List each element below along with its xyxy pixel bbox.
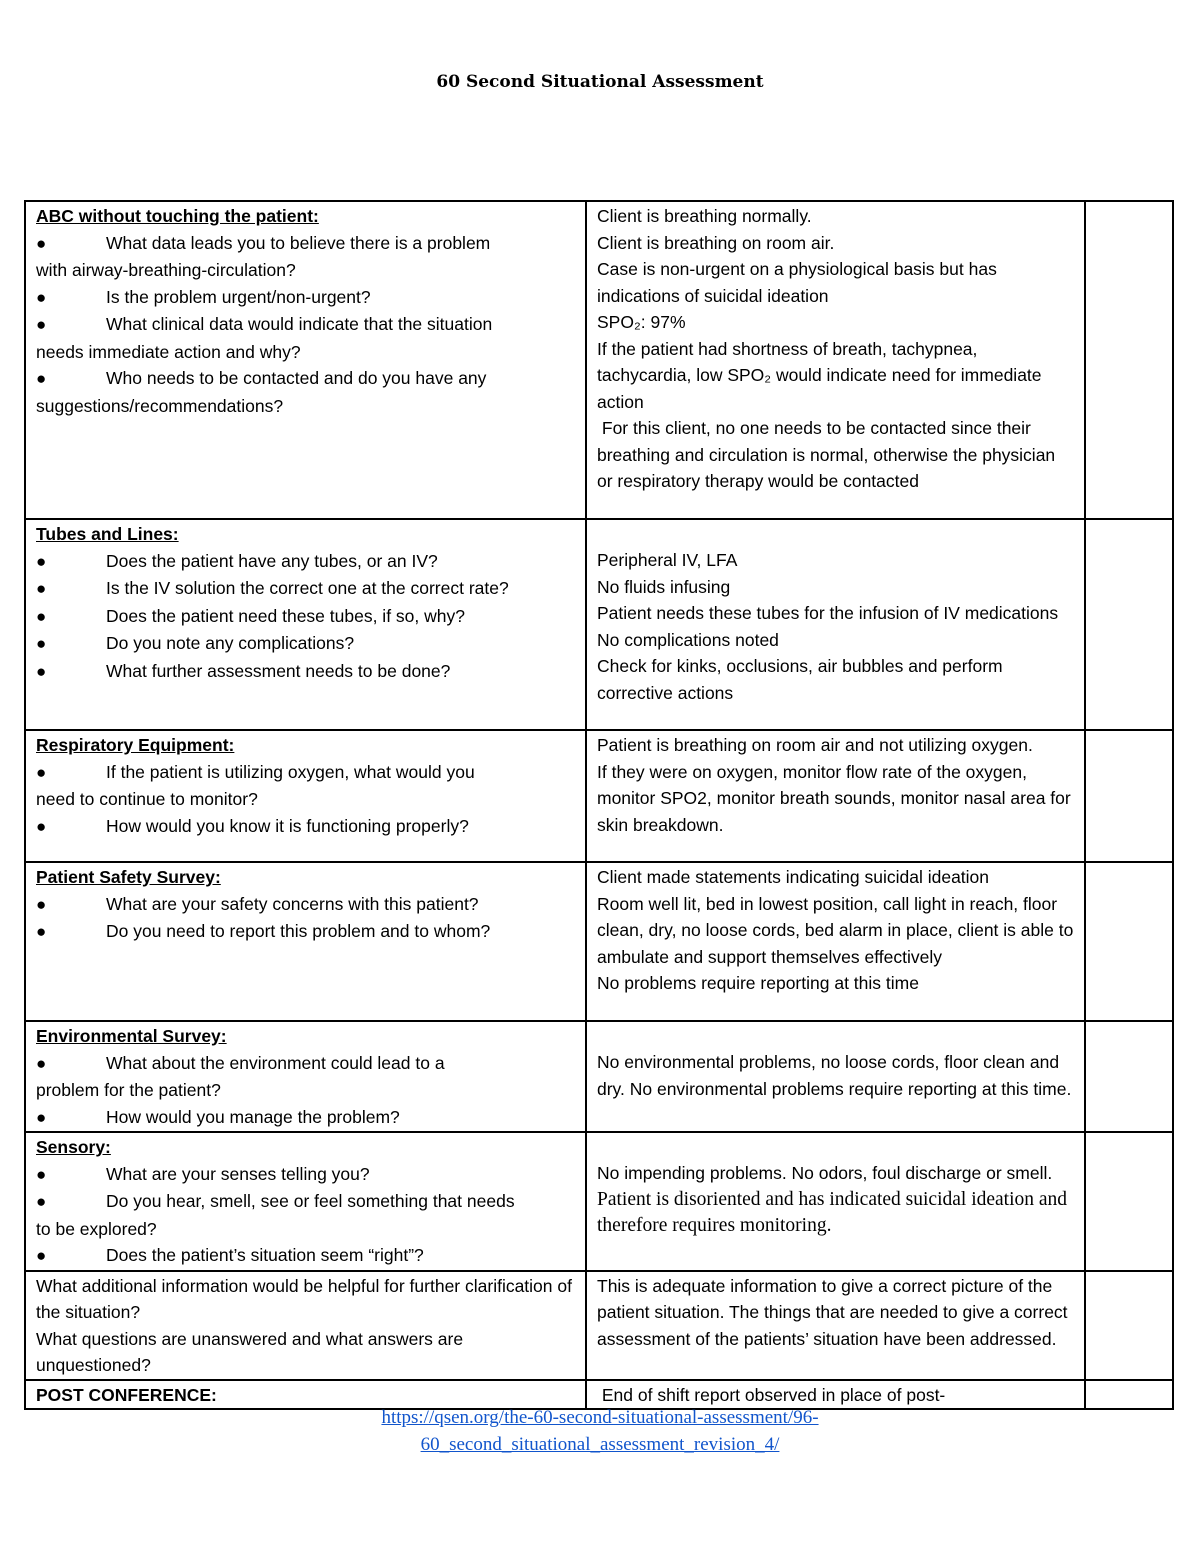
bullet-icon: ● bbox=[36, 369, 47, 388]
answer-cell bbox=[586, 1271, 1085, 1380]
answer-line: Patient is breathing on room air and not utilizing oxygen. bbox=[597, 735, 1033, 755]
list-item: ● If the patient is utilizing oxygen, what would you bbox=[36, 759, 575, 787]
list-item: ● Does the patient need these tubes, if so, why? bbox=[36, 603, 575, 631]
answer-line: No problems require reporting at this time bbox=[597, 973, 919, 993]
section-heading: Patient Safety Survey: bbox=[36, 867, 221, 887]
table-row bbox=[25, 730, 1173, 862]
list-item: ● Is the IV solution the correct one at the correct rate? bbox=[36, 575, 575, 603]
check-cell bbox=[1085, 730, 1173, 862]
list-item: suggestions/recommendations? bbox=[36, 395, 284, 416]
table-row bbox=[25, 1132, 1173, 1271]
list-item: ● Do you note any complications? bbox=[36, 630, 575, 658]
check-cell bbox=[1085, 1132, 1173, 1271]
bullet-icon: ● bbox=[36, 1107, 47, 1127]
answer-cell bbox=[586, 1132, 1085, 1271]
question-cell bbox=[25, 1271, 586, 1380]
answer-line: Client made statements indicating suicidal ideation bbox=[597, 867, 990, 887]
bullet-icon: ● bbox=[36, 634, 47, 653]
check-cell bbox=[1085, 519, 1173, 730]
question-line: What questions are unanswered and what answers are unquestioned? bbox=[36, 1328, 464, 1375]
answer-line: Patient is disoriented and has indicated suicidal ideation and therefore requires monitoring. bbox=[597, 1188, 1068, 1236]
answer-line: Peripheral IV, LFA bbox=[597, 550, 738, 570]
answer-line: If they were on oxygen, monitor flow rate of the oxygen, monitor SPO2, monitor breath sounds, monitor nasal area for skin breakdown. bbox=[597, 761, 1071, 835]
bullet-icon: ● bbox=[36, 287, 47, 307]
list-item: ● What data leads you to believe there is a problem bbox=[36, 230, 575, 258]
list-item: ● Do you need to report this problem and to whom? bbox=[36, 918, 575, 946]
answer-line: No fluids infusing bbox=[597, 576, 731, 597]
check-cell bbox=[1085, 1271, 1173, 1380]
list-item: ● What are your safety concerns with this patient? bbox=[36, 891, 575, 919]
bullet-icon: ● bbox=[36, 315, 47, 334]
answer-line: Room well lit, bed in lowest position, call light in reach, floor clean, dry, no loose cords, bed alarm in place, client is able to ambulate and support themselves effectively bbox=[597, 893, 1074, 967]
bullet-icon: ● bbox=[36, 661, 47, 681]
source-link-line[interactable]: https://qsen.org/the-60-second-situational-assessment/96- bbox=[381, 1407, 819, 1428]
question-cell bbox=[25, 1132, 586, 1271]
list-item: ● Do you hear, smell, see or feel something that needs bbox=[36, 1188, 575, 1216]
list-item: to be explored? bbox=[36, 1218, 157, 1239]
question-line: What additional information would be helpful for further clarification of the situation? bbox=[36, 1275, 572, 1322]
check-cell bbox=[1085, 1021, 1173, 1132]
list-item: need to continue to monitor? bbox=[36, 789, 258, 809]
list-item: ● What clinical data would indicate that the situation bbox=[36, 311, 575, 339]
section-heading: Respiratory Equipment: bbox=[36, 735, 235, 755]
list-item: needs immediate action and why? bbox=[36, 341, 301, 362]
table-row bbox=[25, 862, 1173, 1021]
bullet-icon: ● bbox=[36, 551, 47, 571]
answer-line: SPO₂: 97% bbox=[597, 312, 686, 332]
bullet-icon: ● bbox=[36, 606, 47, 626]
source-link-line[interactable]: 60_second_situational_assessment_revision_4/ bbox=[420, 1434, 780, 1455]
list-item: ● Who needs to be contacted and do you have any bbox=[36, 365, 575, 393]
list-item: ● Is the problem urgent/non-urgent? bbox=[36, 284, 575, 312]
bullet-icon: ● bbox=[36, 922, 47, 941]
bullet-icon: ● bbox=[36, 1192, 47, 1211]
answer-line: No environmental problems, no loose cords, floor clean and dry. No environmental problems require reporting at this time. bbox=[597, 1052, 1072, 1099]
bullet-icon: ● bbox=[36, 1053, 47, 1073]
list-item: ● How would you know it is functioning properly? bbox=[36, 813, 575, 841]
list-item: ● Does the patient’s situation seem “right”? bbox=[36, 1242, 575, 1270]
list-item: ● How would you manage the problem? bbox=[36, 1104, 575, 1132]
answer-line: Client is breathing on room air. bbox=[597, 232, 835, 253]
answer-line: No impending problems. No odors, foul discharge or smell. bbox=[597, 1163, 1053, 1183]
table-row bbox=[25, 201, 1173, 519]
answer-cell bbox=[586, 862, 1085, 1021]
answer-line: No complications noted bbox=[597, 629, 779, 650]
answer-line: For this client, no one needs to be contacted since their breathing and circulation is normal, otherwise the physician or respiratory therapy would be contacted bbox=[597, 418, 1061, 491]
answer-line: Case is non-urgent on a physiological basis but has indications of suicidal ideation bbox=[597, 259, 997, 306]
answer-cell bbox=[586, 730, 1085, 862]
section-heading: Tubes and Lines: bbox=[36, 524, 179, 544]
section-heading: POST CONFERENCE: bbox=[36, 1384, 217, 1405]
bullet-icon: ● bbox=[36, 579, 47, 598]
source-link[interactable] bbox=[0, 1404, 1200, 1458]
list-item: ● What further assessment needs to be done? bbox=[36, 658, 575, 686]
list-item: ● What are your senses telling you? bbox=[36, 1161, 575, 1189]
question-cell bbox=[25, 519, 586, 730]
bullet-icon: ● bbox=[36, 1246, 47, 1265]
check-cell bbox=[1085, 201, 1173, 519]
answer-line: Check for kinks, occlusions, air bubbles and perform corrective actions bbox=[597, 656, 1003, 703]
answer-line: This is adequate information to give a correct picture of the patient situation. The things that are needed to give a correct assessment of the patients’ situation have been addressed. bbox=[597, 1275, 1068, 1349]
table-row bbox=[25, 1021, 1173, 1132]
answer-cell bbox=[586, 1021, 1085, 1132]
answer-line: If the patient had shortness of breath, tachypnea, tachycardia, low SPO₂ would indicate need for immediate action bbox=[597, 338, 1042, 412]
assessment-table bbox=[24, 200, 1174, 1410]
question-cell bbox=[25, 730, 586, 862]
list-item: ● What about the environment could lead to a bbox=[36, 1050, 575, 1078]
bullet-icon: ● bbox=[36, 894, 47, 914]
table-row bbox=[25, 519, 1173, 730]
question-cell bbox=[25, 1021, 586, 1132]
answer-line: End of shift report observed in place of post- bbox=[597, 1384, 946, 1405]
bullet-icon: ● bbox=[36, 233, 47, 253]
question-cell bbox=[25, 862, 586, 1021]
answer-line: Client is breathing normally. bbox=[597, 206, 812, 226]
answer-cell bbox=[586, 201, 1085, 519]
answer-cell bbox=[586, 519, 1085, 730]
section-heading: ABC without touching the patient: bbox=[36, 206, 319, 226]
list-item: problem for the patient? bbox=[36, 1080, 221, 1100]
list-item: ● Does the patient have any tubes, or an IV? bbox=[36, 548, 575, 576]
section-heading: Environmental Survey: bbox=[36, 1026, 227, 1046]
bullet-icon: ● bbox=[36, 816, 47, 836]
question-cell bbox=[25, 201, 586, 519]
bullet-icon: ● bbox=[36, 762, 47, 782]
section-heading: Sensory: bbox=[36, 1137, 111, 1157]
check-cell bbox=[1085, 862, 1173, 1021]
page-title: 60 Second Situational Assessment bbox=[436, 72, 764, 92]
bullet-icon: ● bbox=[36, 1164, 47, 1184]
table-row bbox=[25, 1271, 1173, 1380]
answer-line: Patient needs these tubes for the infusion of IV medications bbox=[597, 603, 1059, 623]
list-item: with airway-breathing-circulation? bbox=[36, 260, 296, 280]
